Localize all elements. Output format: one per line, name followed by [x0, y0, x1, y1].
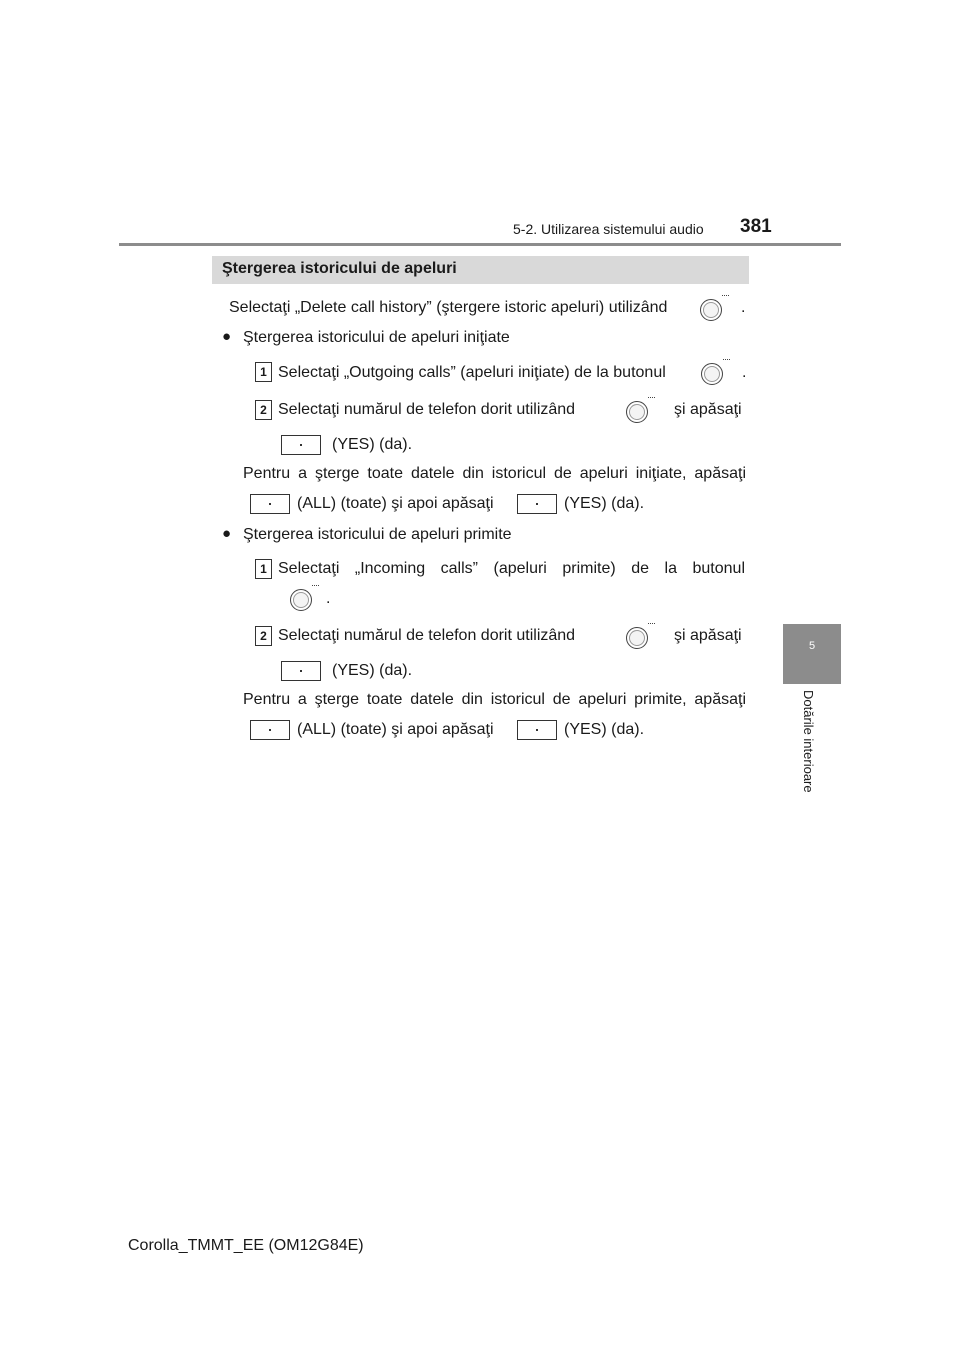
- outgoing-all-text: Pentru a şterge toate datele din istoricul de apeluri iniţiate, apăsaţi: [243, 465, 746, 482]
- step-number-2: 2: [255, 626, 272, 646]
- intro-text: Selectaţi „Delete call history” (ştergere istoric apeluri) utilizând: [229, 299, 668, 316]
- bullet-icon: ●: [222, 525, 232, 542]
- footer-model-code: Corolla_TMMT_EE (OM12G84E): [128, 1237, 364, 1254]
- bullet-icon: ●: [222, 328, 232, 345]
- chapter-number: 5: [808, 640, 816, 652]
- incoming-all-text-a: (ALL) (toate) şi apoi apăsaţi: [297, 721, 494, 738]
- incoming-step2-text-b: şi apăsaţi: [674, 627, 742, 644]
- incoming-step1-period: .: [326, 590, 331, 607]
- incoming-all-text: Pentru a şterge toate datele din istoricul de apeluri primite, apăsaţi: [243, 691, 746, 708]
- step-number-1: 1: [255, 362, 272, 382]
- outgoing-step1-text: Selectaţi „Outgoing calls” (apeluri iniţiate) de la butonul: [278, 364, 666, 381]
- outgoing-step2-yes: (YES) (da).: [332, 436, 413, 453]
- outgoing-all-text-a: (ALL) (toate) şi apoi apăsaţi: [297, 495, 494, 512]
- running-header-section: 5-2. Utilizarea sistemului audio: [513, 221, 704, 237]
- chapter-title: Dotările interioare: [801, 690, 816, 793]
- screen-button-icon: [517, 494, 557, 514]
- incoming-step2-text-a: Selectaţi numărul de telefon dorit utilizând: [278, 627, 576, 644]
- screen-button-icon: [250, 494, 290, 514]
- screen-button-icon: [281, 661, 321, 681]
- intro-period: .: [741, 299, 746, 316]
- tune-select-knob-icon: [700, 299, 722, 321]
- outgoing-step2-text-a: Selectaţi numărul de telefon dorit utilizând: [278, 401, 576, 418]
- step-number-2: 2: [255, 400, 272, 420]
- outgoing-all-text-b: (YES) (da).: [564, 495, 645, 512]
- section-title: Ştergerea istoricului de apeluri: [222, 260, 457, 277]
- screen-button-icon: [250, 720, 290, 740]
- incoming-all-text-b: (YES) (da).: [564, 721, 645, 738]
- incoming-step1-text: Selectaţi „Incoming calls” (apeluri primite) de la butonul: [278, 560, 745, 577]
- tune-select-knob-icon: [290, 589, 312, 611]
- outgoing-step2-text-b: şi apăsaţi: [674, 401, 742, 418]
- outgoing-step1-period: .: [742, 364, 747, 381]
- chapter-tab: [783, 624, 841, 684]
- tune-select-knob-icon: [626, 401, 648, 423]
- page-number: 381: [740, 216, 772, 237]
- step-number-1: 1: [255, 559, 272, 579]
- incoming-step2-yes: (YES) (da).: [332, 662, 413, 679]
- screen-button-icon: [517, 720, 557, 740]
- header-rule: [119, 243, 841, 246]
- incoming-title: Ştergerea istoricului de apeluri primite: [243, 526, 512, 543]
- tune-select-knob-icon: [626, 627, 648, 649]
- outgoing-title: Ştergerea istoricului de apeluri iniţiate: [243, 329, 510, 346]
- tune-select-knob-icon: [701, 363, 723, 385]
- screen-button-icon: [281, 435, 321, 455]
